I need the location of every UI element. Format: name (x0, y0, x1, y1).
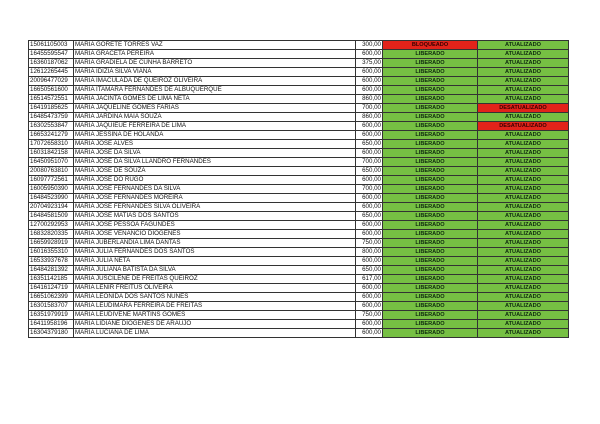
id-cell: 16484581509 (29, 212, 74, 221)
status-cell: LIBERADO (383, 86, 478, 95)
value-cell: 617,00 (356, 275, 383, 284)
name-cell: MARIA JULIA FERNANDES DOS SANTOS (74, 248, 356, 257)
id-cell: 16419185625 (29, 104, 74, 113)
value-cell: 600,00 (356, 149, 383, 158)
update-status-cell: ATUALIZADO (478, 284, 569, 293)
status-cell: LIBERADO (383, 203, 478, 212)
name-cell: MARIA JOSE PESSOA FAGUNDES (74, 221, 356, 230)
status-cell: LIBERADO (383, 176, 478, 185)
value-cell: 600,00 (356, 203, 383, 212)
status-cell: LIBERADO (383, 158, 478, 167)
value-cell: 650,00 (356, 167, 383, 176)
table-row (29, 41, 569, 50)
name-cell: MARIA JOSE FERNANDES SILVA OLIVEIRA (74, 203, 356, 212)
update-status-cell: ATUALIZADO (478, 221, 569, 230)
name-cell: MARIA JAQUELINE GOMES FARIAS (74, 104, 356, 113)
name-cell: MARIA IDIZIA SILVA VIANA (74, 68, 356, 77)
name-cell: MARIA JULIA NETA (74, 257, 356, 266)
name-cell: MARIA LENIR FREITUS OLIVEIRA (74, 284, 356, 293)
table-row (29, 221, 569, 230)
status-cell: LIBERADO (383, 149, 478, 158)
table-row (29, 50, 569, 59)
status-cell: BLOQUEADO (383, 41, 478, 50)
id-cell: 20080763810 (29, 167, 74, 176)
table-row (29, 293, 569, 302)
table-row (29, 257, 569, 266)
name-cell: MARIA JOSE FERNANDES DA SILVA (74, 185, 356, 194)
update-status-cell: ATUALIZADO (478, 275, 569, 284)
table-row (29, 203, 569, 212)
update-status-cell: ATUALIZADO (478, 41, 569, 50)
id-cell: 16351142185 (29, 275, 74, 284)
table-row (29, 176, 569, 185)
status-cell: LIBERADO (383, 122, 478, 131)
name-cell: MARIA JUSCILENE DE FREITAS QUEIROZ (74, 275, 356, 284)
table-row (29, 320, 569, 329)
update-status-cell: ATUALIZADO (478, 167, 569, 176)
name-cell: MARIA JESSINA DE HOLANDA (74, 131, 356, 140)
value-cell: 600,00 (356, 86, 383, 95)
name-cell: MARIA JARDINA MAIA SOUZA (74, 113, 356, 122)
name-cell: MARIA LEUDIVENE MARTINS GOMES (74, 311, 356, 320)
status-cell: LIBERADO (383, 77, 478, 86)
name-cell: MARIA ITAMARA FERNANDES DE ALBUQUERQUE (74, 86, 356, 95)
table-row (29, 131, 569, 140)
table-body (29, 41, 569, 338)
table-row (29, 113, 569, 122)
name-cell: MARIA IMACULADA DE QUEIROZ OLIVEIRA (74, 77, 356, 86)
table-row (29, 311, 569, 320)
table-row (29, 167, 569, 176)
status-cell: LIBERADO (383, 239, 478, 248)
status-cell: LIBERADO (383, 320, 478, 329)
id-cell: 15061105003 (29, 41, 74, 50)
id-cell: 16416124719 (29, 284, 74, 293)
status-cell: LIBERADO (383, 185, 478, 194)
status-cell: LIBERADO (383, 221, 478, 230)
name-cell: MARIA GRACETA PEREIRA (74, 50, 356, 59)
table-row (29, 329, 569, 338)
name-cell: MARIA JOSE DO RUGO (74, 176, 356, 185)
table-row (29, 266, 569, 275)
status-cell: LIBERADO (383, 194, 478, 203)
id-cell: 16351979919 (29, 311, 74, 320)
id-cell: 16031842158 (29, 149, 74, 158)
value-cell: 800,00 (356, 248, 383, 257)
value-cell: 700,00 (356, 158, 383, 167)
update-status-cell: ATUALIZADO (478, 185, 569, 194)
table-row (29, 122, 569, 131)
table-row (29, 284, 569, 293)
id-cell: 12700292953 (29, 221, 74, 230)
status-cell: LIBERADO (383, 302, 478, 311)
name-cell: MARIA JULIANA BATISTA DA SILVA (74, 266, 356, 275)
name-cell: MARIA JACINTA GOMES DE LIMA NETA (74, 95, 356, 104)
table-row (29, 77, 569, 86)
status-cell: LIBERADO (383, 95, 478, 104)
value-cell: 750,00 (356, 311, 383, 320)
name-cell: MARIA JOSE FERNANDES MOREIRA (74, 194, 356, 203)
name-cell: MARIA LEONIDA DOS SANTOS NUNES (74, 293, 356, 302)
table-row (29, 59, 569, 68)
table-row (29, 230, 569, 239)
value-cell: 600,00 (356, 131, 383, 140)
update-status-cell: ATUALIZADO (478, 329, 569, 338)
update-status-cell: ATUALIZADO (478, 248, 569, 257)
value-cell: 860,00 (356, 95, 383, 104)
update-status-cell: ATUALIZADO (478, 95, 569, 104)
table-row (29, 239, 569, 248)
name-cell: MARIA LIDIANE DIOGENES DE ARAUJO (74, 320, 356, 329)
id-cell: 20704923194 (29, 203, 74, 212)
table-row (29, 86, 569, 95)
update-status-cell: ATUALIZADO (478, 293, 569, 302)
id-cell: 16304379180 (29, 329, 74, 338)
status-cell: LIBERADO (383, 131, 478, 140)
name-cell: MARIA LUCIANA DE LIMA (74, 329, 356, 338)
value-cell: 650,00 (356, 266, 383, 275)
name-cell: MARIA JOSE ALVES (74, 140, 356, 149)
value-cell: 600,00 (356, 320, 383, 329)
value-cell: 650,00 (356, 140, 383, 149)
status-cell: LIBERADO (383, 284, 478, 293)
status-cell: LIBERADO (383, 68, 478, 77)
name-cell: MARIA JOSE VENANCIO DIOGENES (74, 230, 356, 239)
update-status-cell: ATUALIZADO (478, 68, 569, 77)
status-cell: LIBERADO (383, 266, 478, 275)
update-status-cell: ATUALIZADO (478, 266, 569, 275)
spreadsheet-page (28, 40, 568, 338)
table-row (29, 275, 569, 284)
value-cell: 600,00 (356, 221, 383, 230)
name-cell: MARIA JOSE MATIAS DOS SANTOS (74, 212, 356, 221)
status-cell: LIBERADO (383, 275, 478, 284)
id-cell: 16360187062 (29, 59, 74, 68)
beneficiary-table (28, 40, 569, 338)
name-cell: MARIA JOSE DA SILVA LLANDRO FERNANDES (74, 158, 356, 167)
update-status-cell: DESATUALIZADO (478, 122, 569, 131)
id-cell: 16302553847 (29, 122, 74, 131)
update-status-cell: ATUALIZADO (478, 203, 569, 212)
id-cell: 16659928919 (29, 239, 74, 248)
update-status-cell: ATUALIZADO (478, 149, 569, 158)
id-cell: 16005950390 (29, 185, 74, 194)
update-status-cell: ATUALIZADO (478, 140, 569, 149)
value-cell: 650,00 (356, 212, 383, 221)
update-status-cell: ATUALIZADO (478, 320, 569, 329)
name-cell: MARIA JAQUIEUE FERREIRA DE LIMA (74, 122, 356, 131)
status-cell: LIBERADO (383, 167, 478, 176)
table-row (29, 104, 569, 113)
id-cell: 16450951070 (29, 158, 74, 167)
value-cell: 600,00 (356, 68, 383, 77)
status-cell: LIBERADO (383, 293, 478, 302)
value-cell: 300,00 (356, 41, 383, 50)
value-cell: 600,00 (356, 122, 383, 131)
value-cell: 600,00 (356, 257, 383, 266)
update-status-cell: ATUALIZADO (478, 113, 569, 122)
update-status-cell: ATUALIZADO (478, 257, 569, 266)
value-cell: 700,00 (356, 185, 383, 194)
id-cell: 16484523990 (29, 194, 74, 203)
table-row (29, 302, 569, 311)
update-status-cell: ATUALIZADO (478, 230, 569, 239)
value-cell: 600,00 (356, 302, 383, 311)
id-cell: 16484281392 (29, 266, 74, 275)
id-cell: 16301583707 (29, 302, 74, 311)
id-cell: 20096477029 (29, 77, 74, 86)
update-status-cell: ATUALIZADO (478, 86, 569, 95)
status-cell: LIBERADO (383, 113, 478, 122)
table-row (29, 185, 569, 194)
update-status-cell: ATUALIZADO (478, 302, 569, 311)
status-cell: LIBERADO (383, 50, 478, 59)
id-cell: 16650561600 (29, 86, 74, 95)
id-cell: 16514572551 (29, 95, 74, 104)
value-cell: 700,00 (356, 104, 383, 113)
table-row (29, 158, 569, 167)
update-status-cell: ATUALIZADO (478, 158, 569, 167)
value-cell: 600,00 (356, 77, 383, 86)
status-cell: LIBERADO (383, 329, 478, 338)
value-cell: 600,00 (356, 176, 383, 185)
name-cell: MARIA JUBERLANDIA LIMA DANTAS (74, 239, 356, 248)
id-cell: 16651062399 (29, 293, 74, 302)
update-status-cell: ATUALIZADO (478, 131, 569, 140)
value-cell: 600,00 (356, 50, 383, 59)
status-cell: LIBERADO (383, 104, 478, 113)
id-cell: 16485473759 (29, 113, 74, 122)
id-cell: 16411958196 (29, 320, 74, 329)
id-cell: 16533937678 (29, 257, 74, 266)
update-status-cell: ATUALIZADO (478, 50, 569, 59)
update-status-cell: ATUALIZADO (478, 176, 569, 185)
value-cell: 860,00 (356, 113, 383, 122)
id-cell: 16455595547 (29, 50, 74, 59)
name-cell: MARIA GORETE TORRES VAZ (74, 41, 356, 50)
table-row (29, 248, 569, 257)
value-cell: 600,00 (356, 284, 383, 293)
table-row (29, 194, 569, 203)
value-cell: 600,00 (356, 194, 383, 203)
status-cell: LIBERADO (383, 140, 478, 149)
value-cell: 750,00 (356, 239, 383, 248)
update-status-cell: ATUALIZADO (478, 59, 569, 68)
value-cell: 600,00 (356, 329, 383, 338)
table-row (29, 212, 569, 221)
name-cell: MARIA JOSE DA SILVA (74, 149, 356, 158)
status-cell: LIBERADO (383, 311, 478, 320)
table-row (29, 149, 569, 158)
table-row (29, 95, 569, 104)
name-cell: MARIA JOSE DE SOUZA (74, 167, 356, 176)
value-cell: 600,00 (356, 230, 383, 239)
name-cell: MARIA LEUDIMARA FERREIRA DE FREITAS (74, 302, 356, 311)
id-cell: 16016355310 (29, 248, 74, 257)
update-status-cell: DESATUALIZADO (478, 104, 569, 113)
status-cell: LIBERADO (383, 248, 478, 257)
id-cell: 16097772561 (29, 176, 74, 185)
update-status-cell: ATUALIZADO (478, 212, 569, 221)
table-row (29, 140, 569, 149)
id-cell: 17072658310 (29, 140, 74, 149)
value-cell: 375,00 (356, 59, 383, 68)
status-cell: LIBERADO (383, 212, 478, 221)
value-cell: 600,00 (356, 293, 383, 302)
id-cell: 12612265445 (29, 68, 74, 77)
status-cell: LIBERADO (383, 257, 478, 266)
update-status-cell: ATUALIZADO (478, 311, 569, 320)
table-row (29, 68, 569, 77)
status-cell: LIBERADO (383, 59, 478, 68)
update-status-cell: ATUALIZADO (478, 77, 569, 86)
id-cell: 16653241279 (29, 131, 74, 140)
update-status-cell: ATUALIZADO (478, 239, 569, 248)
update-status-cell: ATUALIZADO (478, 194, 569, 203)
status-cell: LIBERADO (383, 230, 478, 239)
id-cell: 16832820335 (29, 230, 74, 239)
name-cell: MARIA GRADIELA DE CUNHA BARRETO (74, 59, 356, 68)
